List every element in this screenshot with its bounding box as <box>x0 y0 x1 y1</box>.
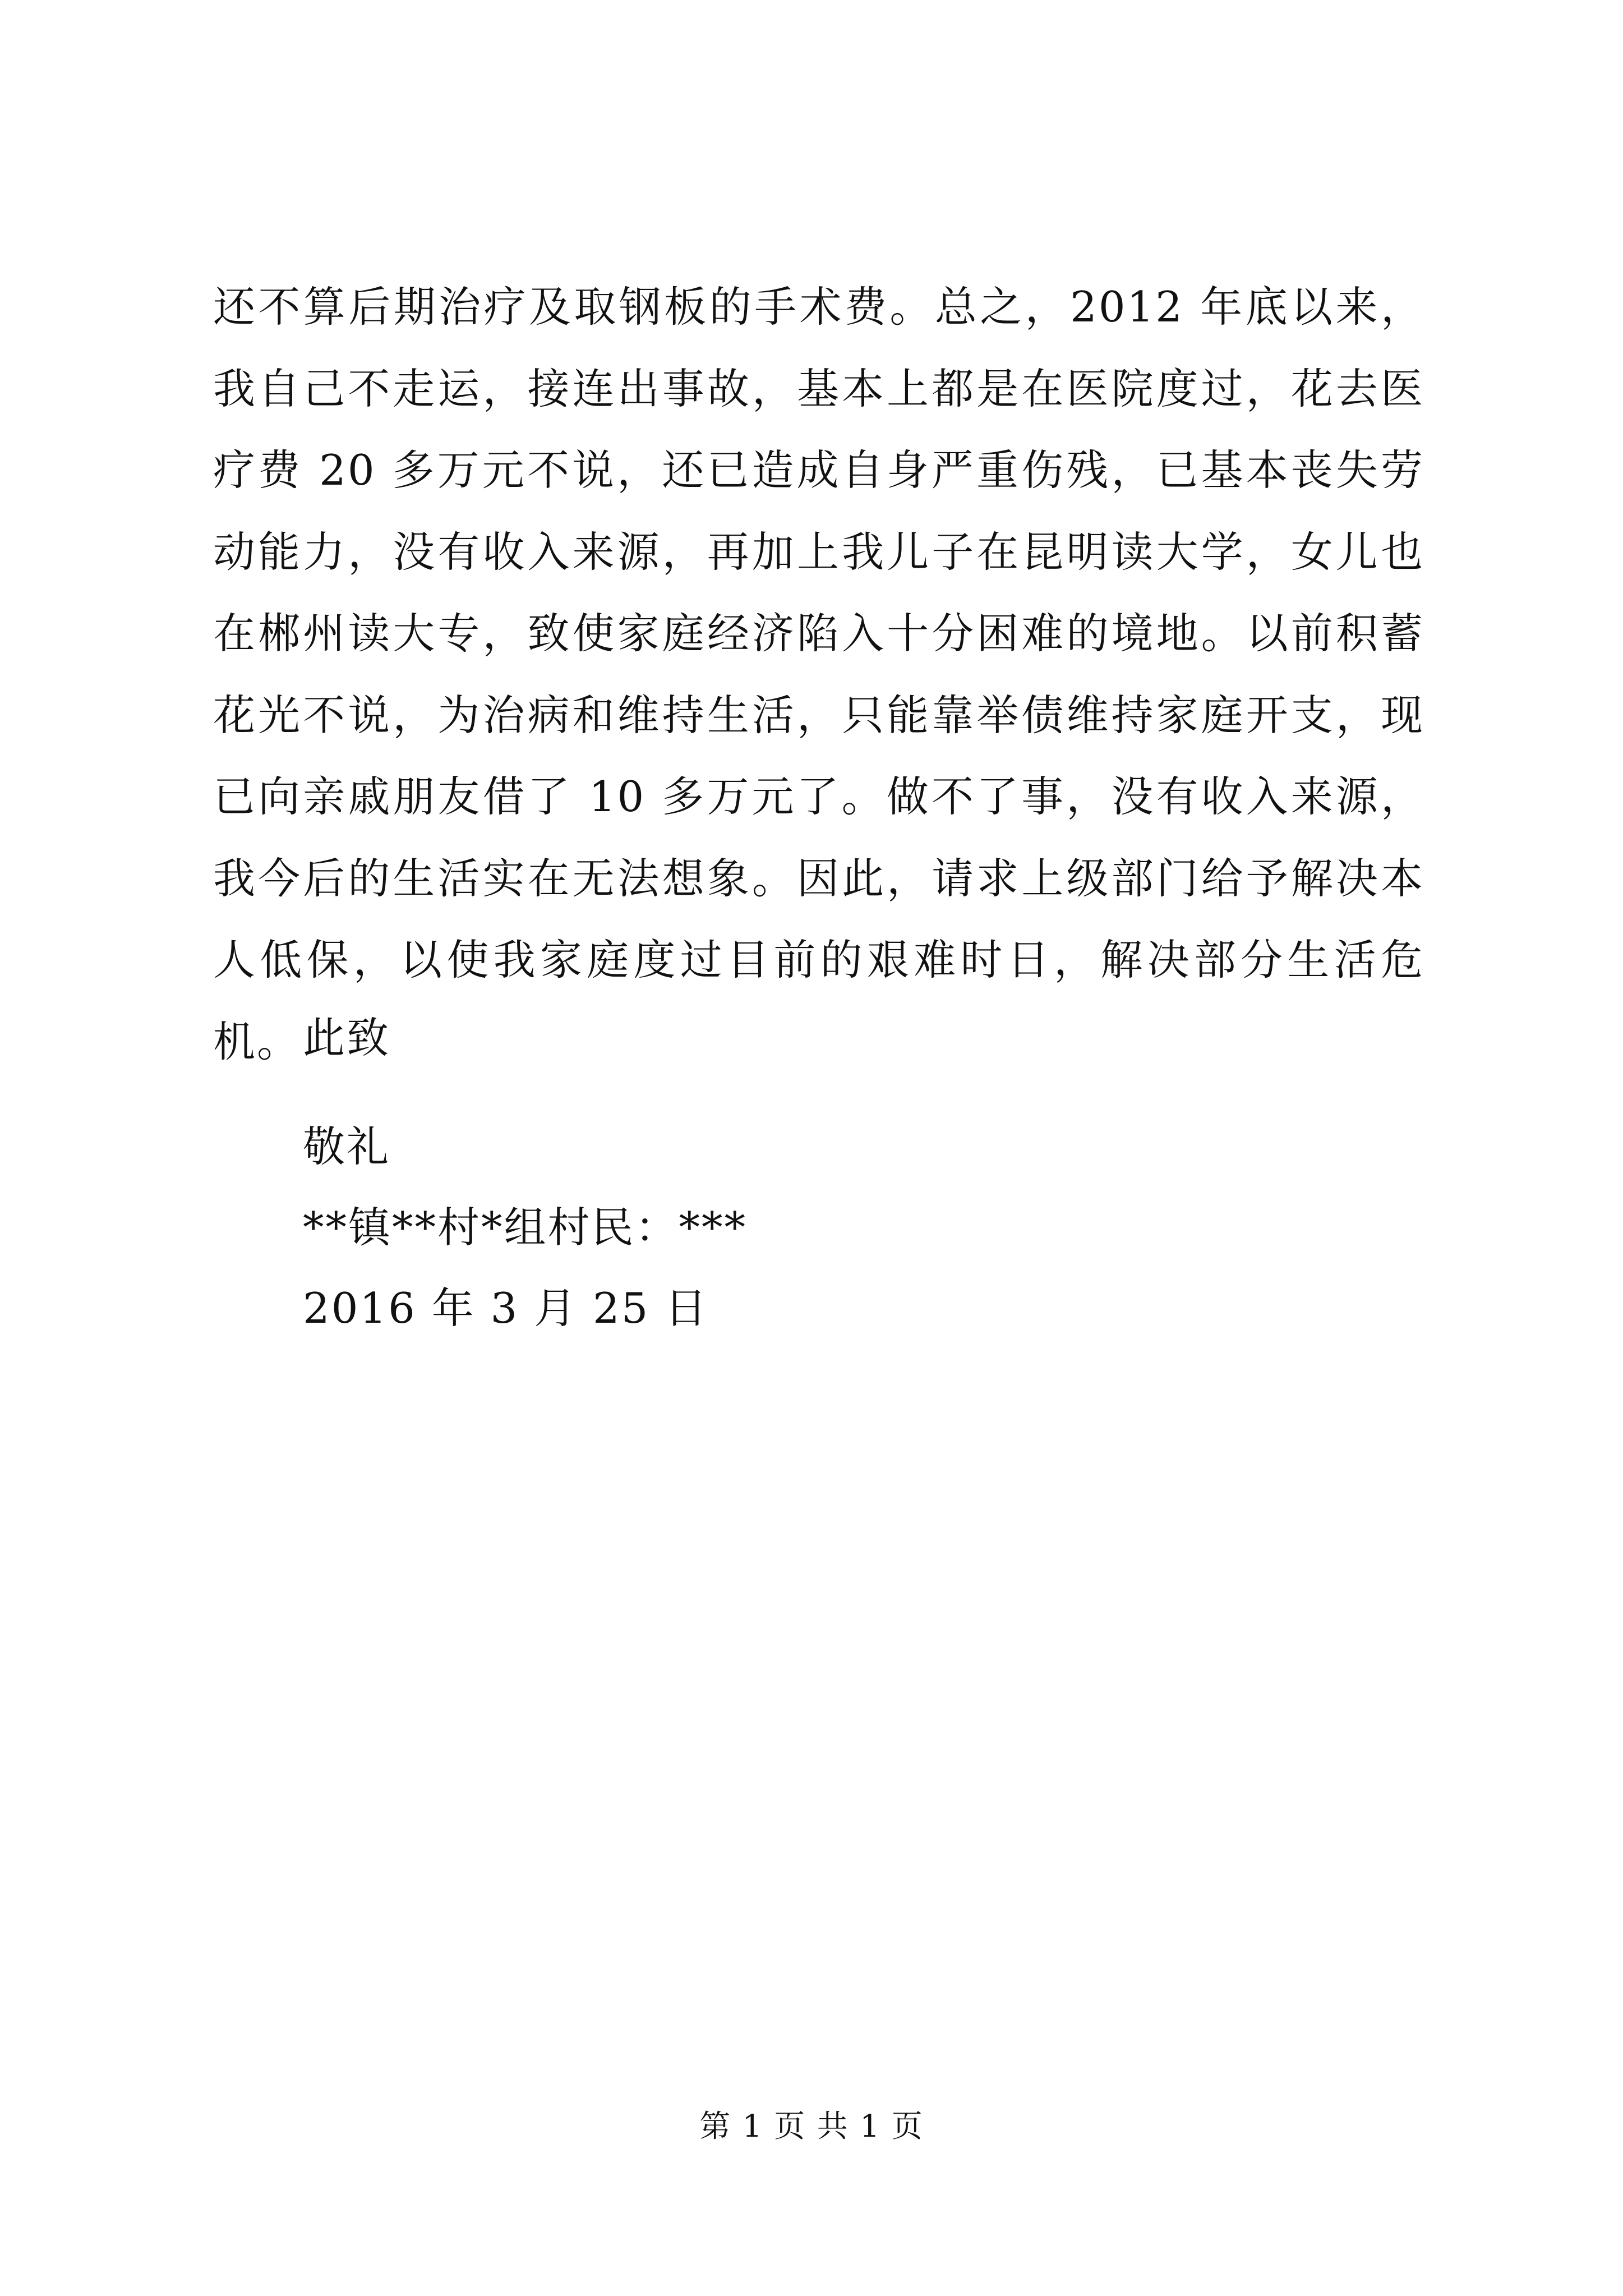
signature-line: **镇**村*组村民：*** <box>303 1203 748 1252</box>
letter-body-paragraph: 还不算后期治疗及取钢板的手术费。总之，2012 年底以来，我自己不走运，接连出事故，基本上都是在医院度过，花去医疗费 20 多万元不说，还已造成自身严重伤残，已基本丧失劳动能力，没有收入来源，再加上我儿子在昆明读大学，女儿也在郴州读大专，致使家庭经济陷入十分困难的境地。以前积蓄花光不说，为治病和维持生活，只能靠举债维持家庭开支，现已向亲戚朋友借了 10 多万元了。做不了事，没有收入来源，我今后的生活实在无法想象。因此，请求上级部门给予解决本人低保，以使我家庭度过目前的艰难时日，解决部分生活危机。 <box>213 282 1424 1066</box>
date-line: 2016 年 3 月 25 日 <box>303 1283 709 1333</box>
closing-salutation: 此致 <box>303 1013 391 1062</box>
closing-regards: 敬礼 <box>303 1122 391 1171</box>
page-number-footer: 第 1 页 共 1 页 <box>699 2108 924 2144</box>
